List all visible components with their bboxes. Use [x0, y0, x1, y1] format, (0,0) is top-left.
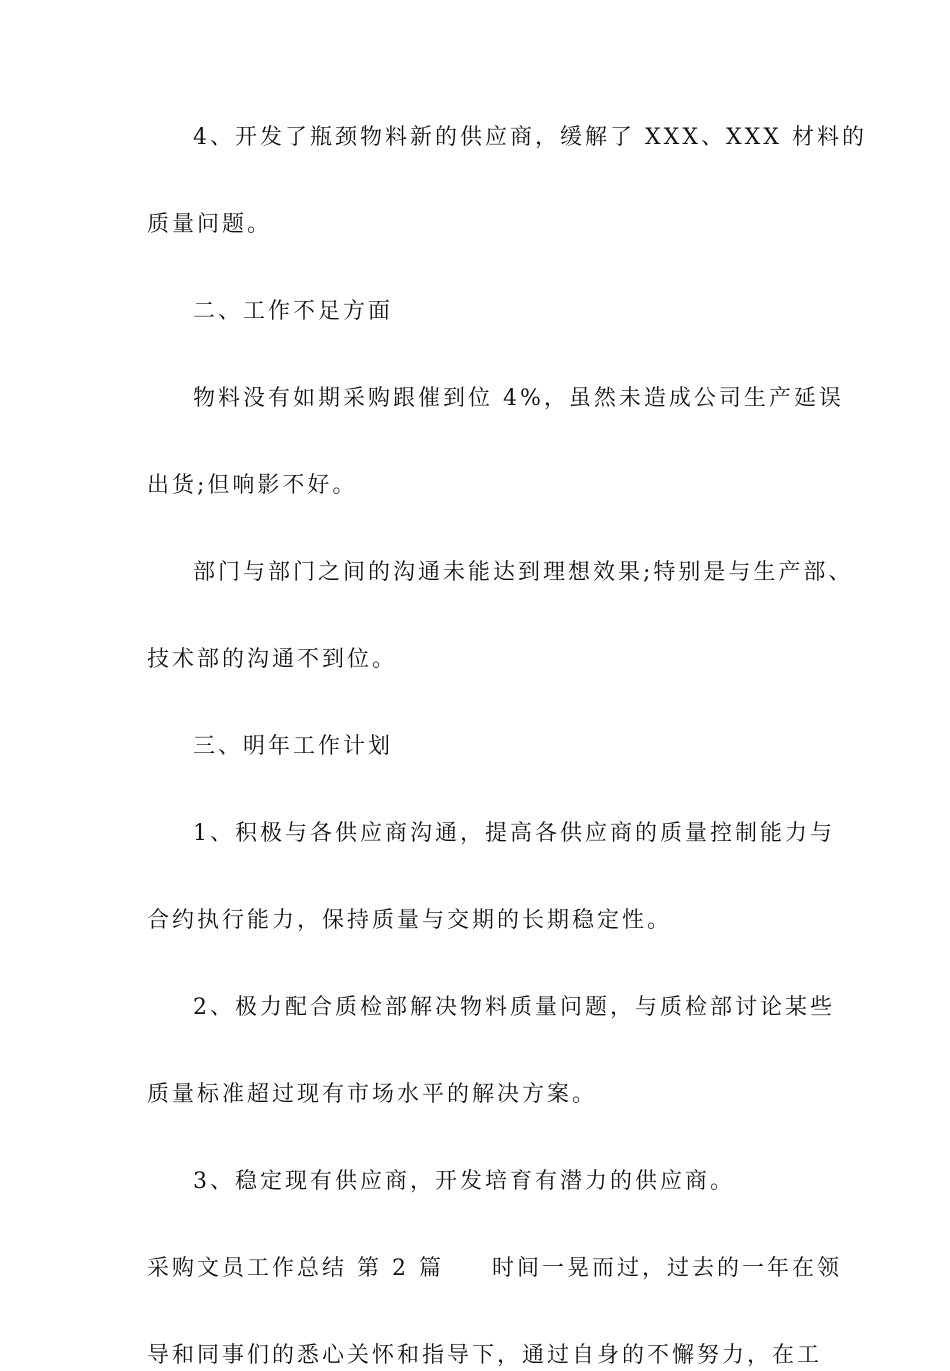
paragraph-line: 技术部的沟通不到位。 — [147, 647, 398, 672]
paragraph-line: 物料没有如期采购跟催到位 4%，虽然未造成公司生产延误 — [193, 386, 844, 411]
paragraph-line: 合约执行能力，保持质量与交期的长期稳定性。 — [147, 908, 673, 933]
paragraph-line: 3、稳定现有供应商，开发培育有潜力的供应商。 — [193, 1169, 735, 1194]
section-heading: 二、工作不足方面 — [193, 299, 394, 324]
article-title: 采购文员工作总结 第 2 篇 — [147, 1256, 444, 1281]
paragraph-line: 出货;但响影不好。 — [147, 473, 358, 498]
paragraph-line: 1、积极与各供应商沟通，提高各供应商的质量控制能力与 — [193, 821, 835, 846]
document-body — [147, 123, 867, 1371]
section-heading: 三、明年工作计划 — [193, 734, 394, 759]
paragraph-line: 质量问题。 — [147, 212, 273, 237]
paragraph-line: 质量标准超过现有市场水平的解决方案。 — [147, 1082, 598, 1107]
paragraph-line: 2、极力配合质检部解决物料质量问题，与质检部讨论某些 — [193, 995, 835, 1020]
paragraph-line: 导和同事们的悉心关怀和指导下，通过自身的不懈努力，在工 — [147, 1343, 823, 1368]
section-title-line — [147, 1254, 842, 1284]
paragraph-line: 4、开发了瓶颈物料新的供应商，缓解了 XXX、XXX 材料的 — [193, 125, 867, 150]
paragraph-line: 部门与部门之间的沟通未能达到理想效果;特别是与生产部、 — [193, 560, 854, 585]
intro-text: 时间一晃而过，过去的一年在领 — [491, 1256, 842, 1281]
